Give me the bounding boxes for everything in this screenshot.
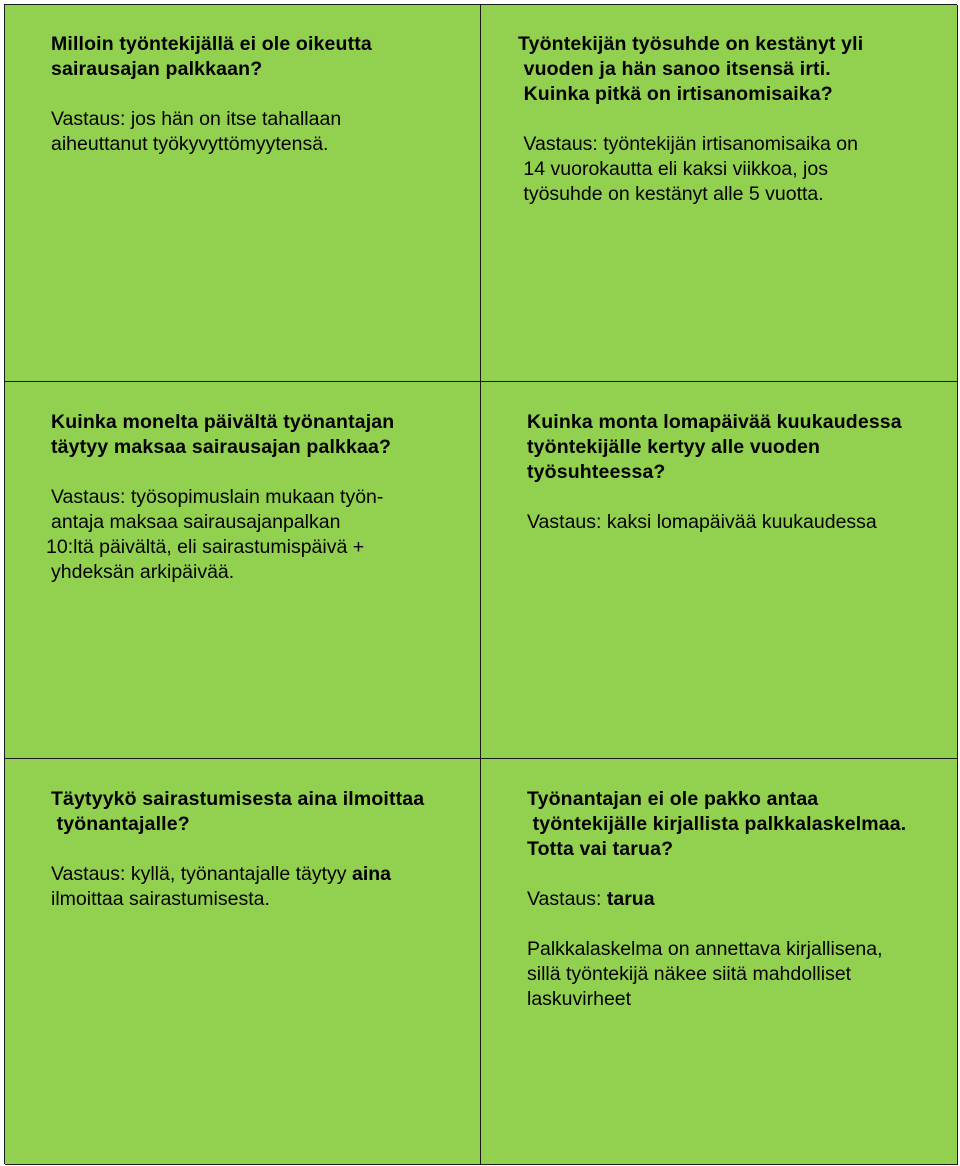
answer-line: 10:ltä päivältä, eli sairastumispäivä + <box>46 536 365 558</box>
question-line: työnantajalle? <box>51 813 190 835</box>
card-answer <box>51 107 460 157</box>
card-answer <box>46 485 460 585</box>
explanation-line: laskuvirheet <box>527 988 632 1010</box>
answer-emphasis: aina <box>351 863 391 885</box>
answer-line: työsuhde on kestänyt alle 5 vuotta. <box>518 183 824 205</box>
answer-line: antaja maksaa sairausajanpalkan <box>51 511 341 533</box>
question-line: Totta vai tarua? <box>527 838 674 860</box>
card-answer <box>518 132 937 207</box>
card-notice-period <box>481 5 958 382</box>
question-line: vuoden ja hän sanoo itsensä irti. <box>518 58 831 80</box>
answer-line: yhdeksän arkipäivää. <box>51 561 235 583</box>
answer-line: ilmoittaa sairastumisesta. <box>51 888 270 910</box>
card-question <box>51 787 460 837</box>
card-question <box>527 787 937 862</box>
answer-line: 14 vuorokautta eli kaksi viikkoa, jos <box>518 158 828 180</box>
flashcard-grid <box>4 4 957 1164</box>
card-explanation <box>527 937 937 1012</box>
answer-text: Vastaus: kyllä, työnantajalle täytyy <box>51 863 352 885</box>
card-notify-sickness <box>5 759 481 1165</box>
card-answer <box>527 887 937 912</box>
question-line: täytyy maksaa sairausajan palkkaa? <box>51 436 392 458</box>
question-line: Kuinka monta lomapäivää kuukaudessa <box>527 411 902 433</box>
answer-text: Vastaus: <box>527 888 607 910</box>
answer-line: Vastaus: työsopimuslain mukaan työn- <box>51 486 384 508</box>
card-question <box>518 32 937 107</box>
card-sick-pay-days <box>5 382 481 759</box>
card-question <box>51 410 460 460</box>
explanation-line: Palkkalaskelma on annettava kirjallisena, <box>527 938 883 960</box>
question-line: Kuinka pitkä on irtisanomisaika? <box>518 83 833 105</box>
question-line: työntekijälle kirjallista palkkalaskelmaa. <box>527 813 907 835</box>
answer-line: Vastaus: jos hän on itse tahallaan <box>51 108 342 130</box>
question-line: Kuinka monelta päivältä työnantajan <box>51 411 395 433</box>
card-question <box>51 32 460 82</box>
answer-line <box>527 887 937 912</box>
question-line: työntekijälle kertyy alle vuoden <box>527 436 821 458</box>
card-vacation-days <box>481 382 958 759</box>
answer-line: Vastaus: kaksi lomapäivää kuukaudessa <box>527 511 877 533</box>
card-question <box>527 410 937 485</box>
question-line: Täytyykö sairastumisesta aina ilmoittaa <box>51 788 425 810</box>
question-line: Milloin työntekijällä ei ole oikeutta <box>51 33 372 55</box>
question-line: Työnantajan ei ole pakko antaa <box>527 788 819 810</box>
card-sick-pay-right <box>5 5 481 382</box>
card-answer <box>51 862 460 912</box>
answer-line: aiheuttanut työkyvyttömyytensä. <box>51 133 329 155</box>
answer-emphasis: tarua <box>606 888 655 910</box>
question-line: työsuhteessa? <box>527 461 666 483</box>
question-line: sairausajan palkkaan? <box>51 58 263 80</box>
explanation-line: sillä työntekijä näkee siitä mahdolliset <box>527 963 852 985</box>
answer-line <box>51 862 460 887</box>
question-line: Työntekijän työsuhde on kestänyt yli <box>518 33 864 55</box>
card-payslip <box>481 759 958 1165</box>
answer-line: Vastaus: työntekijän irtisanomisaika on <box>518 133 858 155</box>
card-answer <box>527 510 937 535</box>
